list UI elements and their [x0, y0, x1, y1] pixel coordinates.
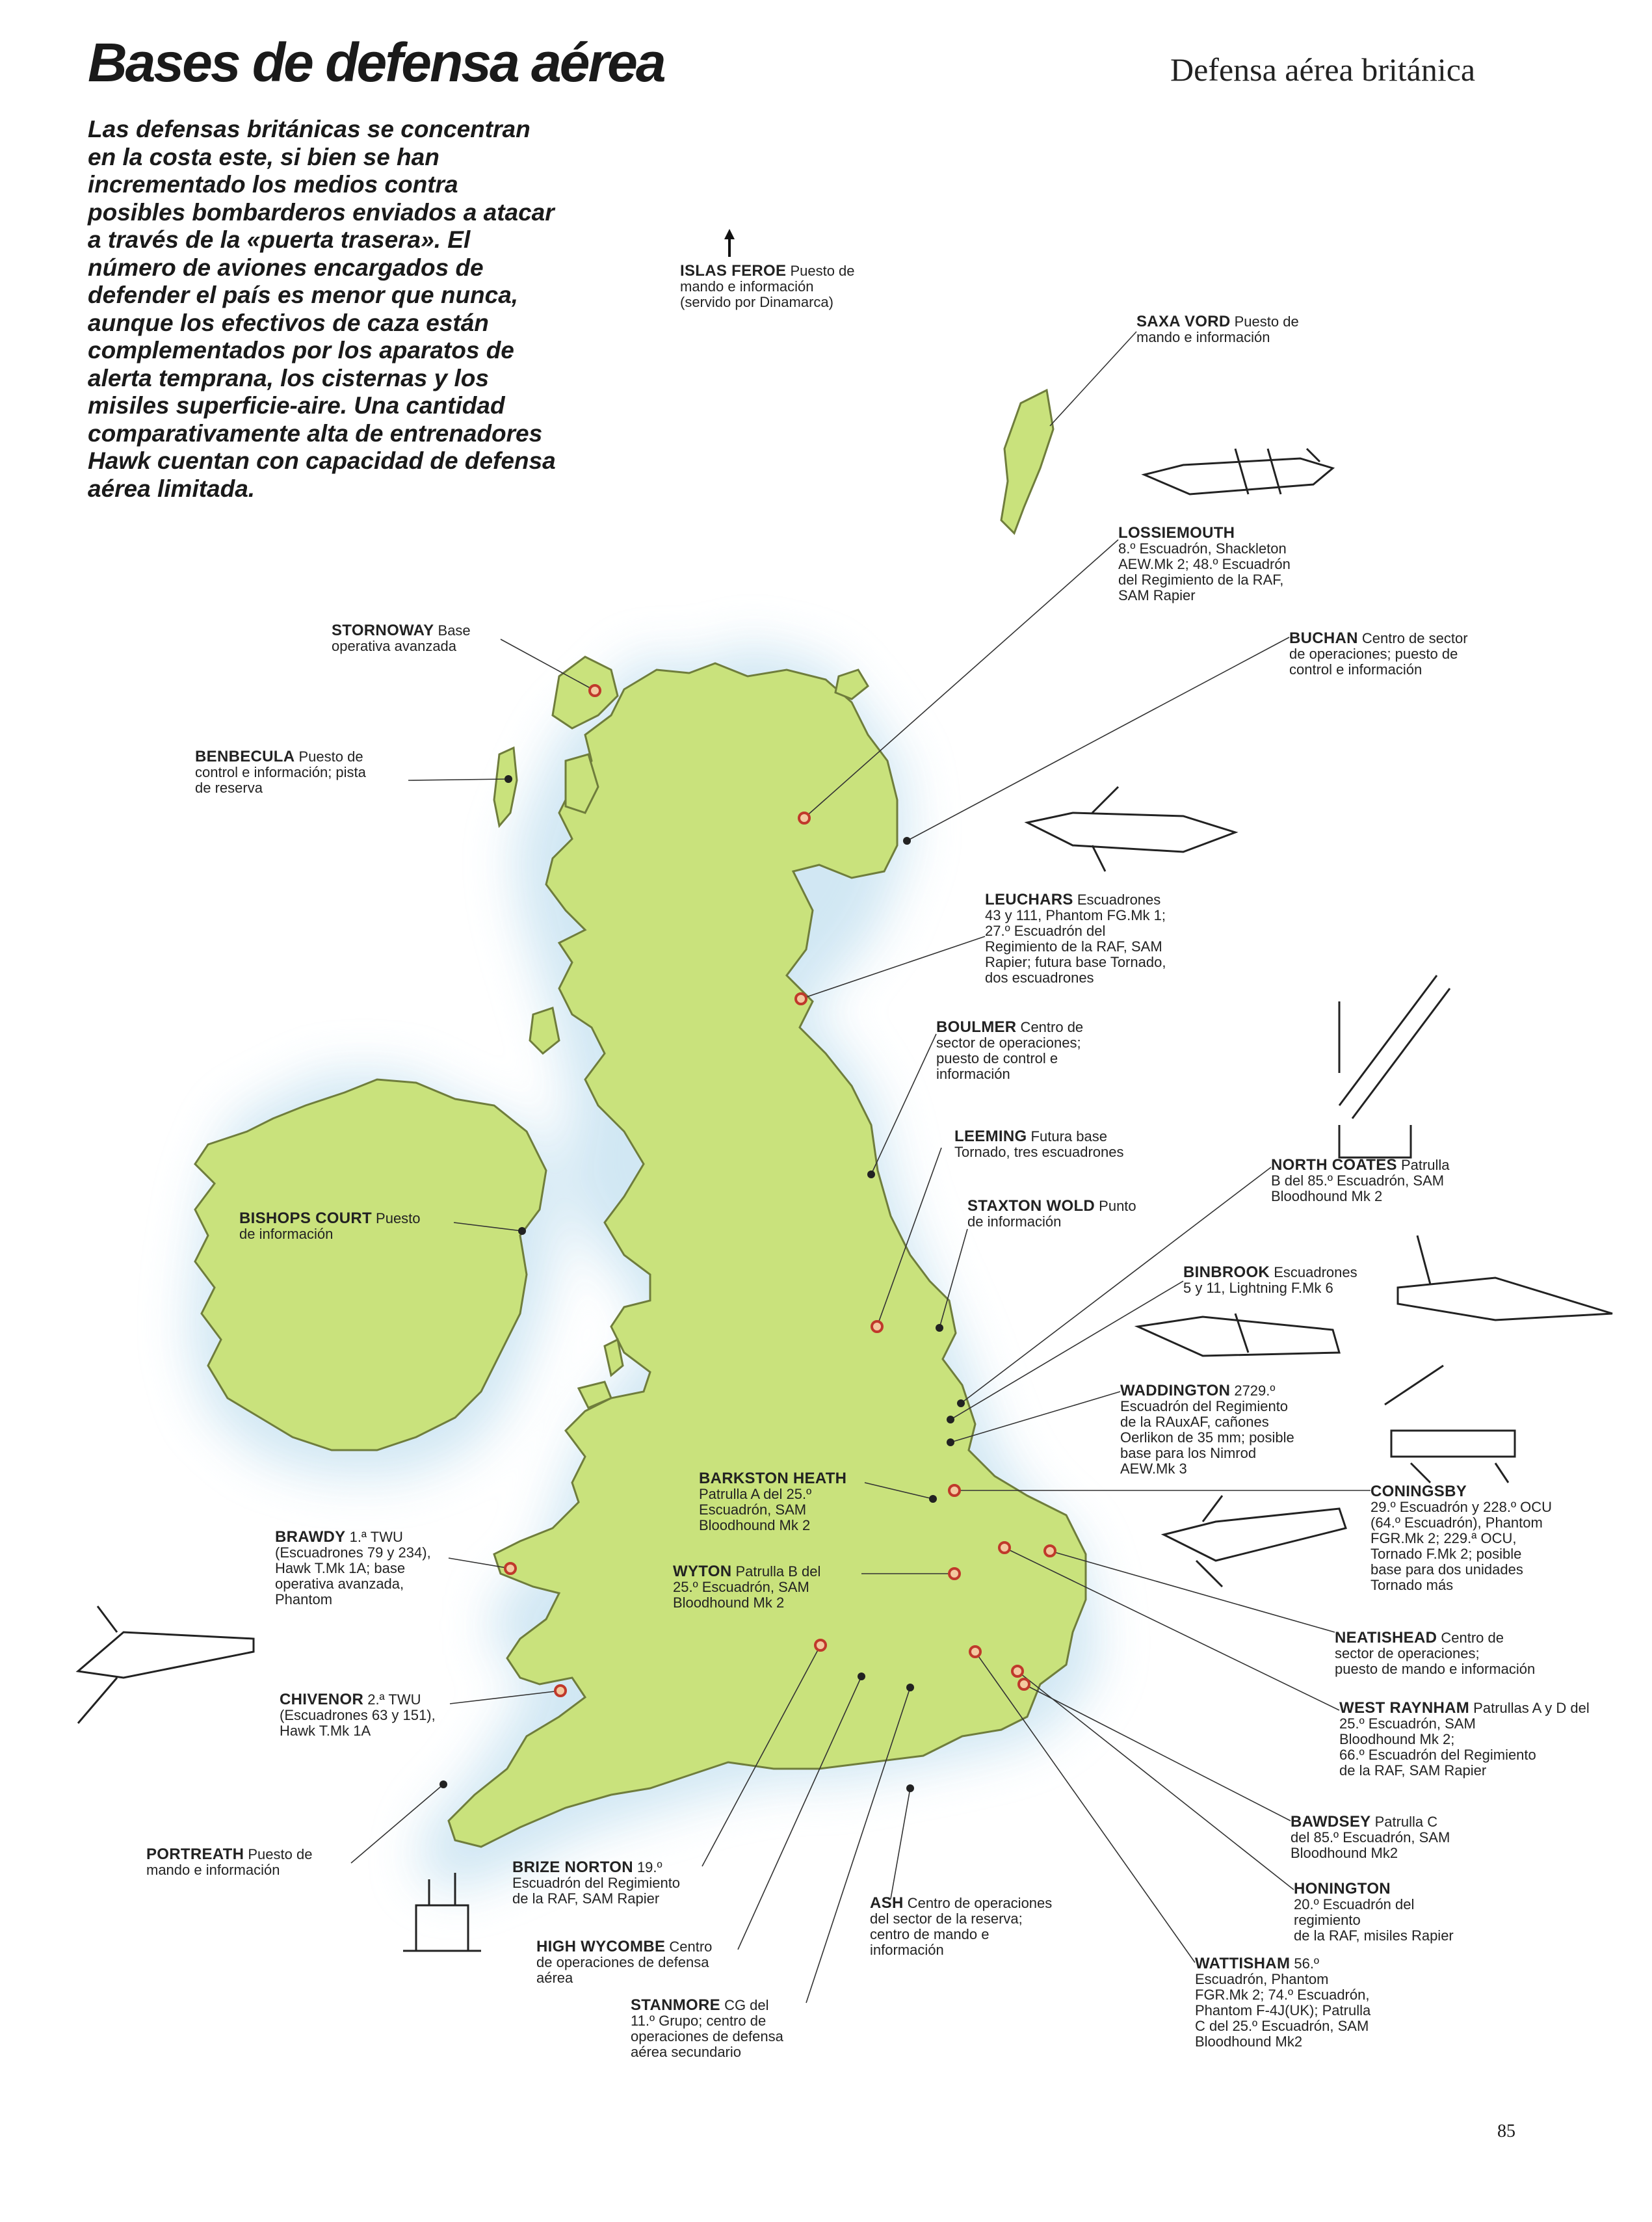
label-stornoway — [332, 623, 507, 654]
label-buchan — [1289, 631, 1504, 678]
label-honington — [1294, 1881, 1502, 1944]
label-leuchars — [985, 892, 1219, 986]
hawk-aircraft-icon — [78, 1606, 254, 1723]
base-description: Puesto de mando e información — [146, 1846, 313, 1878]
base-description: Puesto de mando e información (servido por Dinamarca) — [680, 263, 855, 310]
label-coningsby — [1370, 1484, 1585, 1593]
base-name: LOSSIEMOUTH — [1118, 524, 1235, 542]
label-north-coates — [1271, 1157, 1492, 1204]
label-west-raynham — [1339, 1700, 1625, 1779]
lightning-aircraft-icon — [1398, 1236, 1612, 1320]
marker-buchan — [903, 837, 911, 845]
base-name: BENBECULA — [195, 748, 295, 765]
marker-benbecula — [505, 775, 512, 783]
marker-coningsby — [949, 1485, 960, 1496]
leader-saxa-vord — [1050, 332, 1136, 426]
label-neatishead — [1335, 1630, 1543, 1677]
leader-staxton-wold — [939, 1229, 967, 1328]
base-description: Escuadrones 43 y 111, Phantom FG.Mk 1; 27.º Escuadrón del Regimiento de la RAF, SAM Rapier; futura base Tornado, dos escuadrones — [985, 892, 1166, 986]
marker-leuchars — [796, 994, 806, 1004]
shackleton-aircraft-icon — [1144, 449, 1333, 494]
marker-bawdsey — [1019, 1679, 1029, 1689]
marker-staxton-wold — [936, 1324, 943, 1332]
marker-boulmer — [867, 1171, 875, 1178]
base-description: Patrulla B del 25.º Escuadrón, SAM Bloodhound Mk 2 — [673, 1563, 821, 1611]
base-description: 20.º Escuadrón del regimiento de la RAF, misiles Rapier — [1294, 1896, 1454, 1944]
marker-wyton — [949, 1568, 960, 1579]
label-boulmer — [936, 1020, 1144, 1082]
marker-barkston-heath — [929, 1495, 937, 1503]
base-name: HIGH WYCOMBE — [536, 1938, 666, 1955]
base-name: HONINGTON — [1294, 1880, 1391, 1898]
marker-lossiemouth — [799, 813, 809, 823]
orkney-islands — [835, 670, 868, 699]
base-name: NEATISHEAD — [1335, 1629, 1437, 1647]
base-name: LEEMING — [954, 1128, 1027, 1145]
leader-bawdsey — [1024, 1684, 1291, 1821]
marker-neatishead — [1045, 1546, 1055, 1556]
base-name: WATTISHAM — [1195, 1955, 1291, 1972]
marker-west-raynham — [999, 1542, 1010, 1553]
label-portreath — [146, 1847, 361, 1878]
base-name: BUCHAN — [1289, 629, 1358, 647]
label-benbecula — [195, 749, 410, 796]
base-name: CHIVENOR — [280, 1691, 364, 1708]
north-arrow-icon — [724, 229, 735, 257]
section-title: Defensa aérea británica — [1170, 51, 1476, 88]
marker-portreath — [439, 1780, 447, 1788]
page-title: Bases de defensa aérea — [88, 32, 664, 93]
marker-high-wycombe — [858, 1673, 865, 1680]
base-description: Centro de sector de operaciones; puesto de control e información — [936, 1019, 1084, 1082]
leader-honington — [1017, 1671, 1294, 1890]
base-name: BISHOPS COURT — [239, 1210, 372, 1227]
marker-binbrook — [947, 1416, 954, 1423]
base-description: Escuadrones 5 y 11, Lightning F.Mk 6 — [1183, 1264, 1357, 1296]
leader-ash — [891, 1788, 910, 1899]
label-leeming — [954, 1129, 1175, 1160]
base-description: Centro de operaciones de defensa aérea — [536, 1938, 713, 1986]
intro-paragraph: Las defensas británicas se concentran en la costa este, si bien se han incrementado los medios contra posibles bombarderos enviados a atacar a través de la «puerta trasera». El número de aviones encargados de defender el país es menor que nunca, aunque los efectivos de caza están complementados por los aparatos de alerta temprana, los cisternas y los misiles superficie-aire. Una cantidad comparativamente alta de entrenadores Hawk cuentan con capacidad de defensa aérea limitada. — [88, 116, 556, 502]
label-stanmore — [631, 1998, 845, 2060]
leader-benbecula — [408, 779, 508, 780]
base-name: WYTON — [673, 1563, 732, 1580]
leader-boulmer — [871, 1034, 936, 1174]
marker-stornoway — [590, 685, 600, 696]
base-name: PORTREATH — [146, 1845, 244, 1863]
base-name: CONINGSBY — [1370, 1483, 1467, 1500]
base-name: BRAWDY — [275, 1528, 346, 1546]
base-name: BAWDSEY — [1291, 1813, 1371, 1831]
base-description: Centro de sector de operaciones; puesto de control e información — [1289, 630, 1468, 678]
label-lossiemouth — [1118, 525, 1333, 603]
label-staxton-wold — [967, 1198, 1175, 1230]
base-description: 2.ª TWU (Escuadrones 63 y 151), Hawk T.Mk 1A — [280, 1691, 436, 1739]
label-wattisham — [1195, 1956, 1409, 2050]
label-high-wycombe — [536, 1939, 751, 1986]
base-name: ISLAS FEROE — [680, 262, 787, 280]
base-description: Puesto de control e información; pista de reserva — [195, 748, 366, 796]
base-name: BINBROOK — [1183, 1263, 1270, 1281]
marker-leeming — [872, 1321, 882, 1332]
base-description: Patrulla A del 25.º Escuadrón, SAM Bloodhound Mk 2 — [699, 1486, 812, 1533]
leader-buchan — [907, 637, 1289, 841]
base-description: Patrulla B del 85.º Escuadrón, SAM Bloodhound Mk 2 — [1271, 1157, 1450, 1204]
base-name: BARKSTON HEATH — [699, 1470, 847, 1487]
base-name: STANMORE — [631, 1996, 720, 2014]
base-description: Punto de información — [967, 1198, 1136, 1230]
marker-north-coates — [957, 1399, 965, 1407]
label-islas-feroe — [680, 263, 882, 310]
page-number: 85 — [1497, 2121, 1515, 2141]
nimrod-aircraft-icon — [1138, 1314, 1339, 1356]
base-name: SAXA VORD — [1136, 313, 1231, 330]
marker-bishops-court — [518, 1227, 526, 1235]
marker-ash — [906, 1784, 914, 1792]
marker-brize-norton — [815, 1640, 826, 1650]
base-description: Centro de sector de operaciones; puesto de mando e información — [1335, 1630, 1536, 1677]
shetland-islands — [1001, 390, 1053, 533]
base-description: Puesto de información — [239, 1210, 421, 1242]
marker-honington — [1012, 1666, 1023, 1676]
label-wyton — [673, 1564, 868, 1611]
base-description: Patrulla C del 85.º Escuadrón, SAM Bloodhound Mk2 — [1291, 1814, 1450, 1861]
label-saxa-vord — [1136, 314, 1351, 345]
base-description: 2729.º Escuadrón del Regimiento de la RAuxAF, cañones Oerlikon de 35 mm; posible base para los Nimrod AEW.Mk 3 — [1120, 1382, 1294, 1477]
base-description: 8.º Escuadrón, Shackleton AEW.Mk 2; 48.º Escuadrón del Regimiento de la RAF, SAM Rapier — [1118, 540, 1291, 603]
marker-waddington — [947, 1438, 954, 1446]
benbecula-island — [494, 748, 517, 826]
base-description: Futura base Tornado, tres escuadrones — [954, 1128, 1124, 1160]
bloodhound-missile-icon — [1339, 975, 1450, 1157]
label-chivenor — [280, 1692, 488, 1739]
base-description: CG del 11.º Grupo; centro de operaciones de defensa aérea secundario — [631, 1997, 783, 2060]
base-description: 29.º Escuadrón y 228.º OCU (64.º Escuadrón), Phantom FGR.Mk 2; 229.ª OCU, Tornado F.Mk 2; posible base para dos unidades Tornado más — [1370, 1499, 1552, 1593]
label-bawdsey — [1291, 1814, 1505, 1861]
label-brawdy — [275, 1529, 470, 1607]
marker-stanmore — [906, 1684, 914, 1691]
label-binbrook — [1183, 1265, 1404, 1296]
base-name: STORNOWAY — [332, 622, 434, 639]
label-ash — [870, 1896, 1091, 1958]
base-name: LEUCHARS — [985, 891, 1073, 908]
base-name: NORTH COATES — [1271, 1156, 1397, 1174]
base-description: 1.ª TWU (Escuadrones 79 y 234), Hawk T.Mk 1A; base operativa avanzada, Phantom — [275, 1529, 431, 1607]
base-name: BOULMER — [936, 1018, 1017, 1036]
base-name: BRIZE NORTON — [512, 1858, 633, 1876]
marker-brawdy — [505, 1563, 516, 1574]
base-description: Patrullas A y D del 25.º Escuadrón, SAM Bloodhound Mk 2; 66.º Escuadrón del Regimiento de la RAF, SAM Rapier — [1339, 1700, 1590, 1779]
phantom-aircraft-icon — [1027, 787, 1235, 871]
oerlikon-gun-icon — [1385, 1366, 1515, 1483]
base-name: STAXTON WOLD — [967, 1197, 1095, 1215]
label-waddington — [1120, 1383, 1335, 1477]
base-description: Puesto de mando e información — [1136, 313, 1299, 345]
tornado-aircraft-icon — [1164, 1496, 1346, 1587]
base-name: WADDINGTON — [1120, 1382, 1231, 1399]
base-name: WEST RAYNHAM — [1339, 1699, 1470, 1717]
label-bishops-court — [239, 1211, 454, 1242]
label-barkston-heath — [699, 1471, 881, 1533]
islay-island — [530, 1008, 559, 1053]
base-description: Centro de operaciones del sector de la reserva; centro de mando e información — [870, 1895, 1053, 1958]
marker-chivenor — [555, 1686, 566, 1696]
base-description: 56.º Escuadrón, Phantom FGR.Mk 2; 74.º Escuadrón, Phantom F-4J(UK); Patrulla C del 25.º Escuadrón, SAM Bloodhound Mk2 — [1195, 1955, 1371, 2050]
base-description: 19.º Escuadrón del Regimiento de la RAF, SAM Rapier — [512, 1859, 681, 1907]
label-brize-norton — [512, 1860, 727, 1907]
base-name: ASH — [870, 1894, 904, 1912]
marker-wattisham — [970, 1647, 980, 1657]
base-description: Base operativa avanzada — [332, 622, 471, 654]
